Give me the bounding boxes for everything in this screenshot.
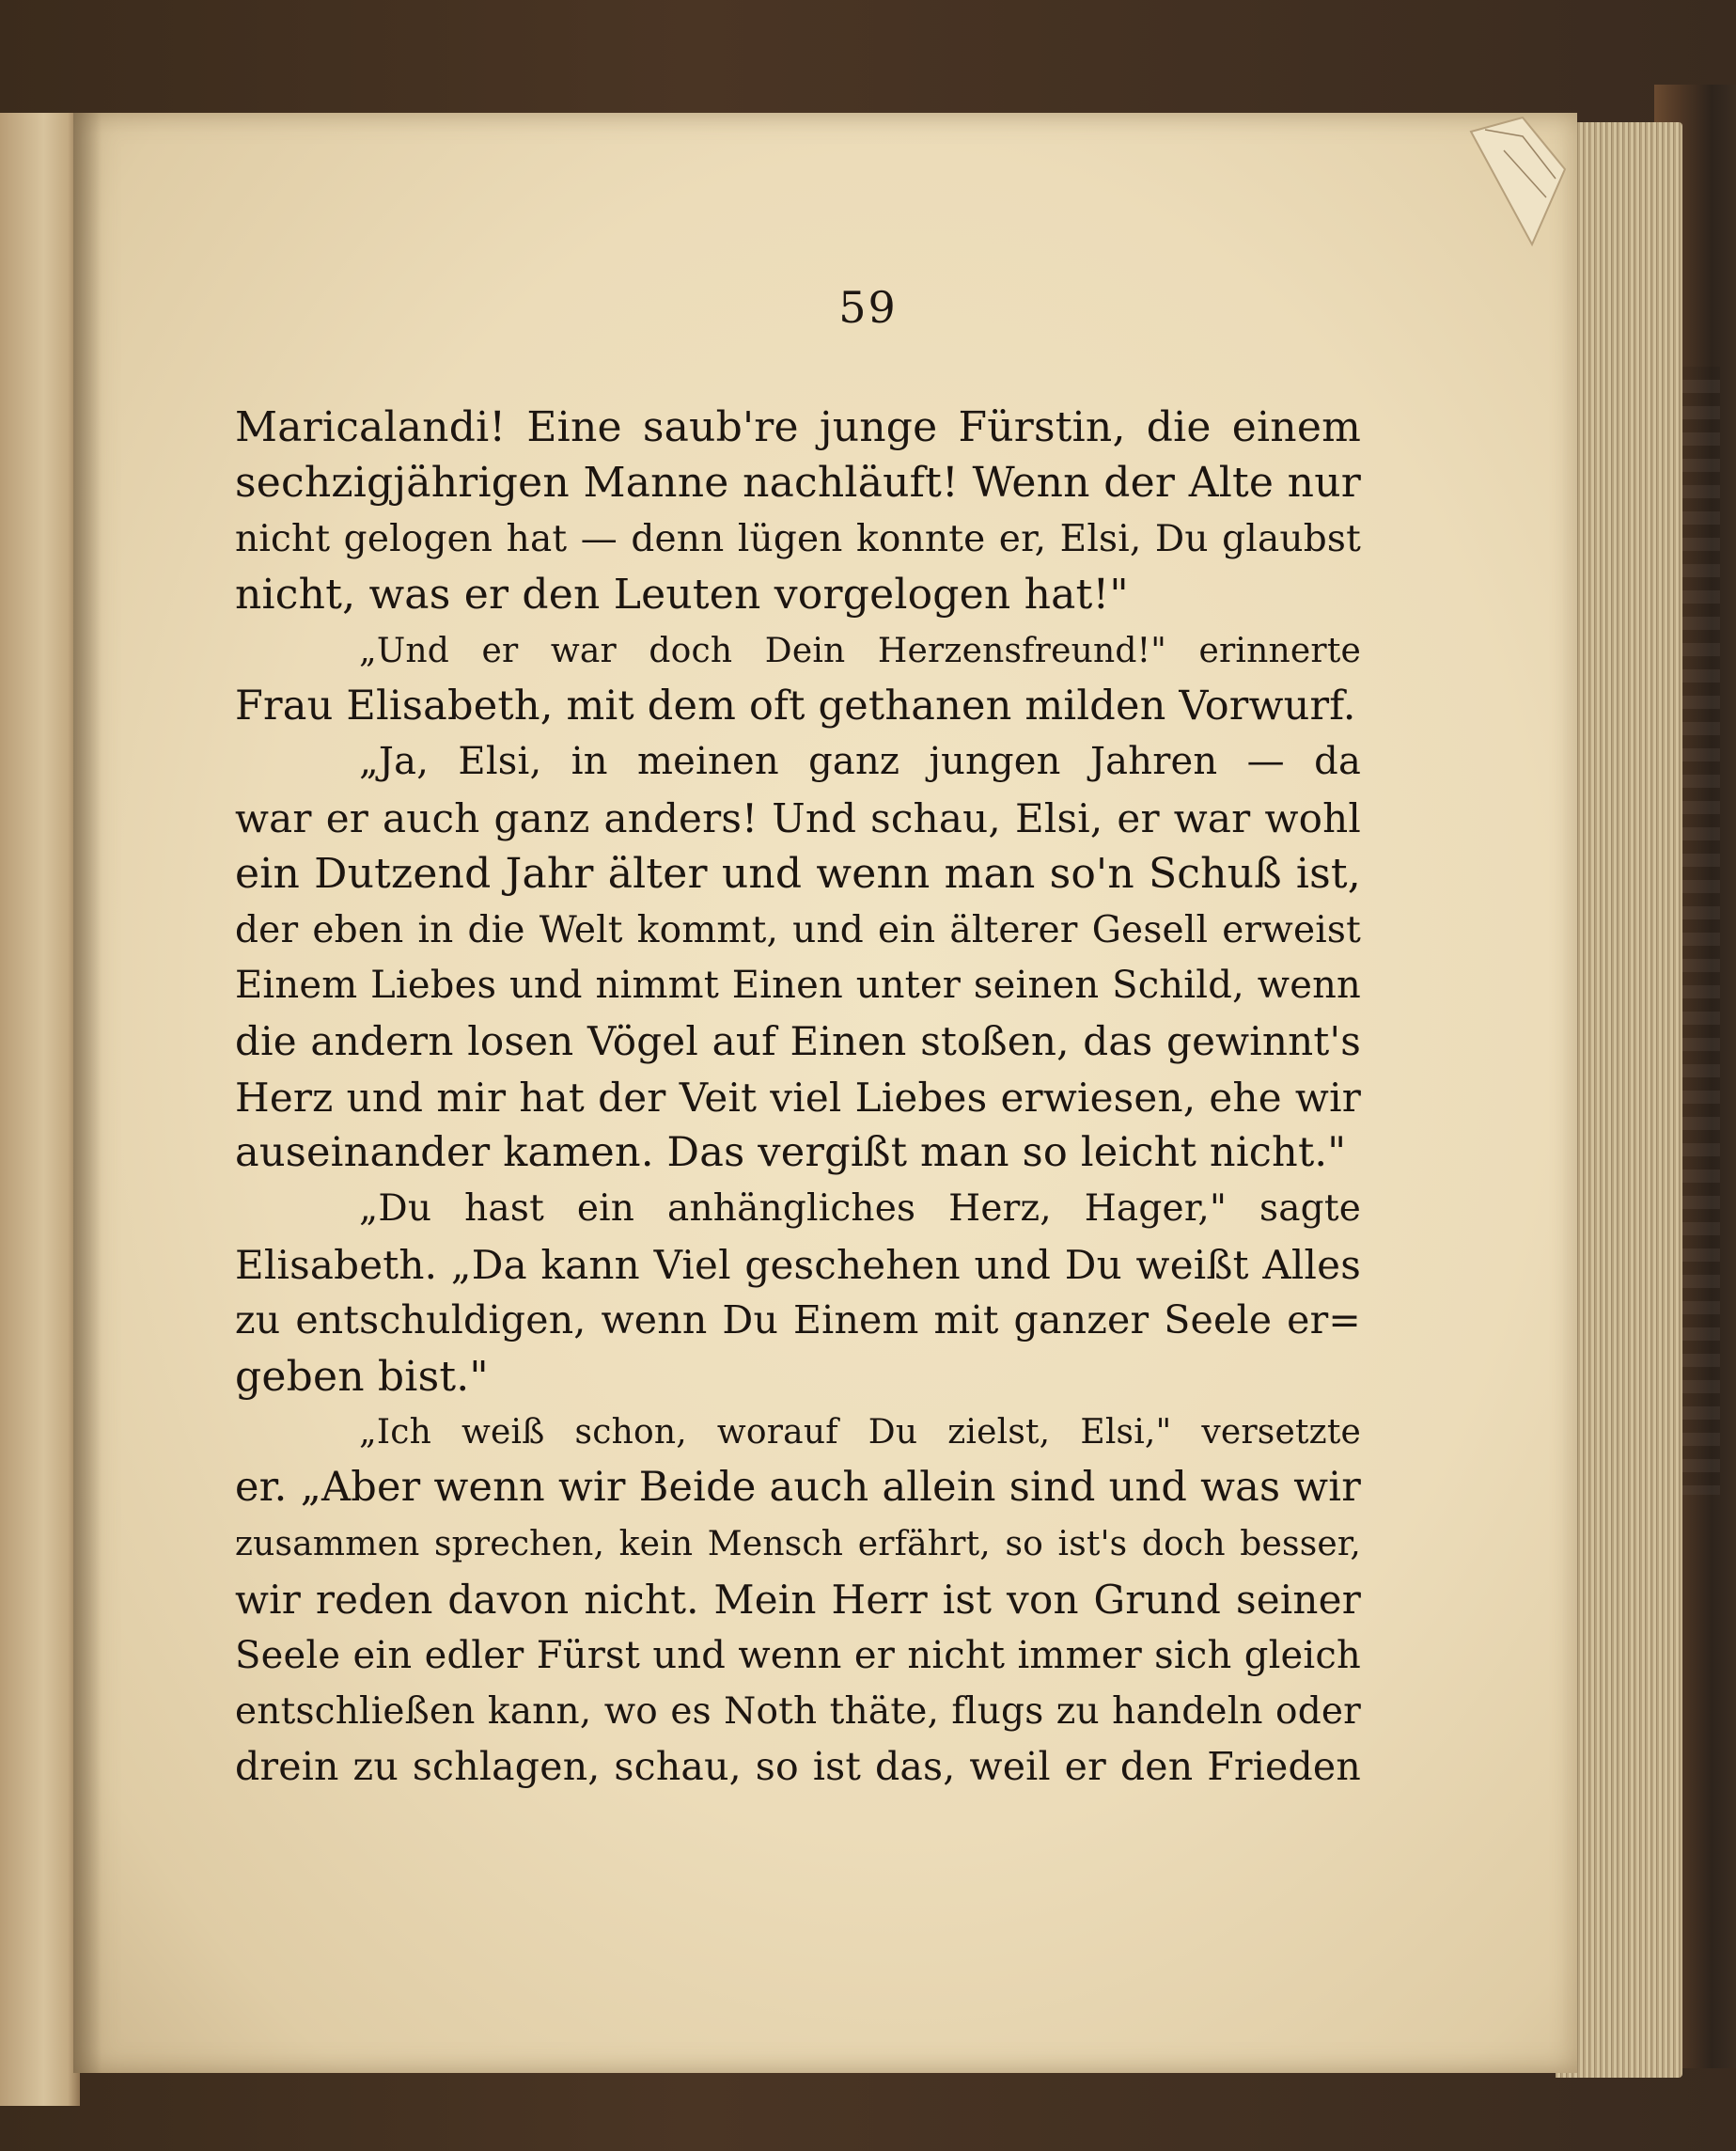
text-line: war er auch ganz anders! Und schau, Elsi, er war wohl	[235, 794, 1361, 841]
gutter-shadow	[73, 113, 102, 2073]
facing-page-edge	[0, 113, 80, 2106]
text-line: er. „Aber wenn wir Beide auch allein sind und was wir	[235, 1464, 1361, 1512]
text-line: nicht gelogen hat — denn lügen konnte er, Elsi, Du glaubst	[235, 517, 1361, 560]
page-number: 59	[838, 282, 898, 333]
text-line: drein zu schlagen, schau, so ist das, weil er den Frieden	[235, 1744, 1361, 1790]
text-line: geben bist."	[235, 1352, 489, 1401]
text-line: Maricalandi! Eine saub're junge Fürstin, die einem	[235, 403, 1361, 451]
text-line: entschließen kann, wo es Noth thäte, flugs zu handeln oder	[235, 1689, 1361, 1733]
text-line: „Du hast ein anhängliches Herz, Hager," sagte	[359, 1187, 1361, 1231]
text-line: Elisabeth. „Da kann Viel geschehen und Du weißt Alles	[235, 1241, 1361, 1288]
text-line: zusammen sprechen, kein Mensch erfährt, so ist's doch besser,	[235, 1524, 1361, 1563]
text-line: der eben in die Welt kommt, und ein älterer Gesell erweist	[235, 908, 1361, 951]
text-line: Seele ein edler Fürst und wenn er nicht immer sich gleich	[235, 1633, 1361, 1677]
text-line: Einem Liebes und nimmt Einen unter seinen Schild, wenn	[235, 963, 1361, 1007]
page-text	[235, 400, 1361, 1796]
text-line: ein Dutzend Jahr älter und wenn man so'n Schuß ist,	[235, 850, 1361, 899]
text-line: auseinander kamen. Das vergißt man so leicht nicht."	[235, 1129, 1347, 1177]
text-line: „Und er war doch Dein Herzensfreund!" erinnerte	[359, 631, 1361, 670]
text-line: sechzigjährigen Manne nachläuft! Wenn der Alte nur	[235, 459, 1361, 508]
dog-ear-fold-icon	[1466, 113, 1570, 254]
text-line: die andern losen Vögel auf Einen stoßen, das gewinnt's	[235, 1018, 1361, 1065]
text-line: Frau Elisabeth, mit dem oft gethanen milden Vorwurf.	[235, 682, 1356, 730]
text-line: nicht, was er den Leuten vorgelogen hat!"	[235, 571, 1129, 620]
text-line: zu entschuldigen, wenn Du Einem mit ganzer Seele er=	[235, 1297, 1361, 1343]
text-line: wir reden davon nicht. Mein Herr ist von Grund seiner	[235, 1577, 1361, 1624]
text-line: „Ja, Elsi, in meinen ganz jungen Jahren — da	[359, 740, 1361, 784]
text-line: „Ich weiß schon, worauf Du zielst, Elsi," versetzte	[359, 1413, 1361, 1452]
text-line: Herz und mir hat der Veit viel Liebes erwiesen, ehe wir	[235, 1074, 1361, 1121]
